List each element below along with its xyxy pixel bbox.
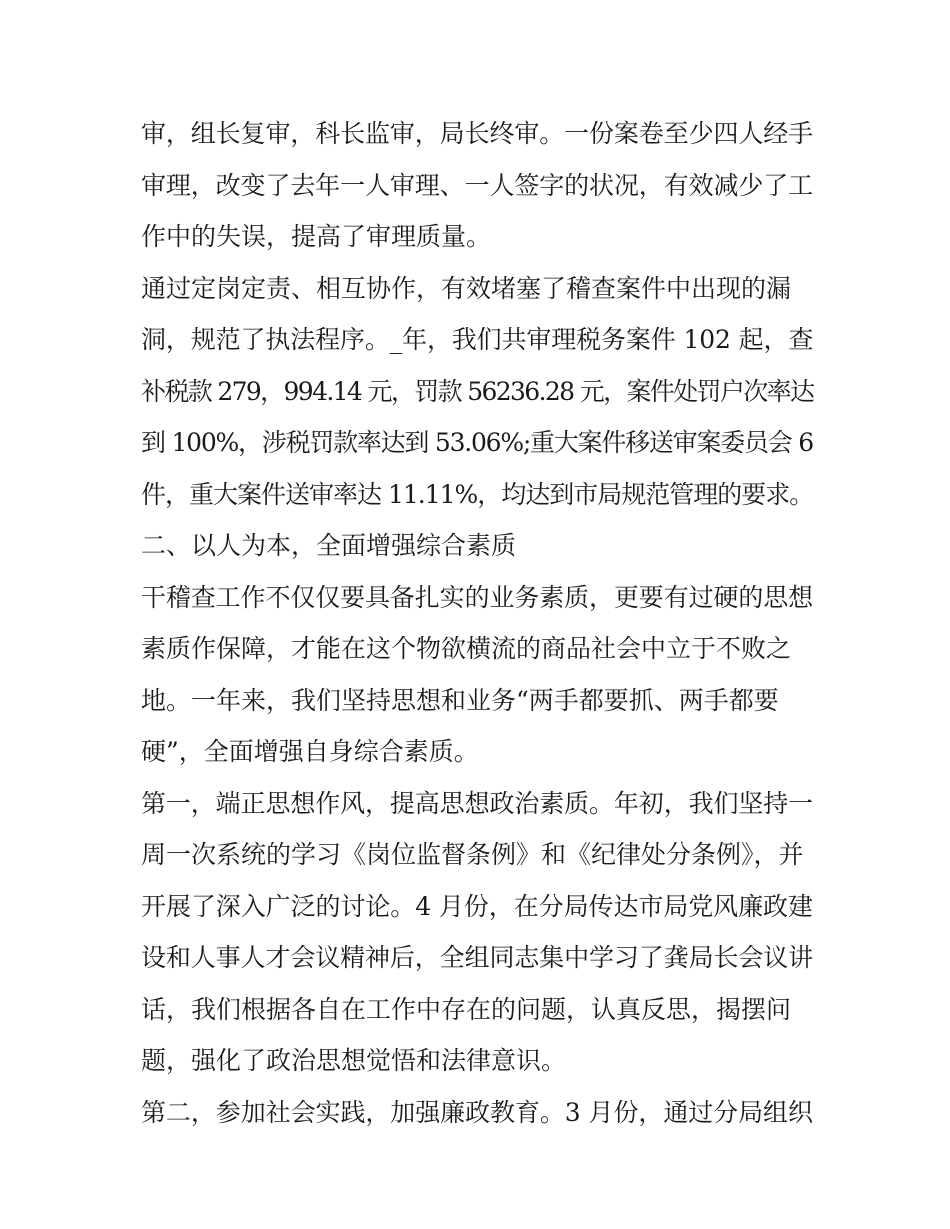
text-line: 周一次系统的学习《岗位监督条例》和《纪律处分条例》，并 (141, 840, 804, 869)
text-line: 审理，改变了去年一人审理、一人签字的状况，有效减少了工 (141, 170, 814, 200)
text-line: 地。一年来，我们坚持思想和业务“两手都要抓、两手都要 (141, 685, 779, 715)
text-line: 审，组长复审，科长监审，局长终审。一份案卷至少四人经手 (141, 119, 814, 148)
text-line: 干稽查工作不仅仅要具备扎实的业务素质，更要有过硬的思想 (141, 582, 814, 612)
text-line: 作中的失误，提高了审理质量。 (141, 222, 492, 251)
section-heading: 二、以人为本，全面增强综合素质 (141, 531, 517, 560)
text-line: 素质作保障，才能在这个物欲横流的商品社会中立于不败之 (141, 634, 792, 663)
text-line: 通过定岗定责、相互协作，有效堵塞了稽查案件中出现的漏 (141, 273, 792, 303)
text-line: 第二，参加社会实践，加强廉政教育。3 月份，通过分局组织 (141, 1097, 813, 1127)
document-body (141, 108, 813, 1138)
text-line: 到 100%，涉税罚款率达到 53.06%;重大案件移送审案委员会 6 (141, 428, 813, 457)
text-line: 件，重大案件送审率达 11.11%，均达到市局规范管理的要求。 (141, 479, 814, 509)
text-line: 设和人事人才会议精神后，全组同志集中学习了龚局长会议讲 (141, 943, 814, 972)
text-line: 题，强化了政治思想觉悟和法律意识。 (141, 1046, 567, 1075)
text-line: 话，我们根据各自在工作中存在的问题，认真反思，揭摆问 (141, 994, 792, 1024)
text-line: 硬”，全面增强自身综合素质。 (141, 737, 479, 766)
text-line: 第一，端正思想作风，提高思想政治素质。年初，我们坚持一 (141, 788, 814, 818)
text-line: 洞，规范了执法程序。_年，我们共审理税务案件 102 起，查 (141, 325, 814, 354)
text-line: 开展了深入广泛的讨论。4 月份，在分局传达市局党风廉政建 (141, 891, 813, 921)
text-line: 补税款 279，994.14 元，罚款 56236.28 元，案件处罚户次率达 (141, 376, 814, 406)
